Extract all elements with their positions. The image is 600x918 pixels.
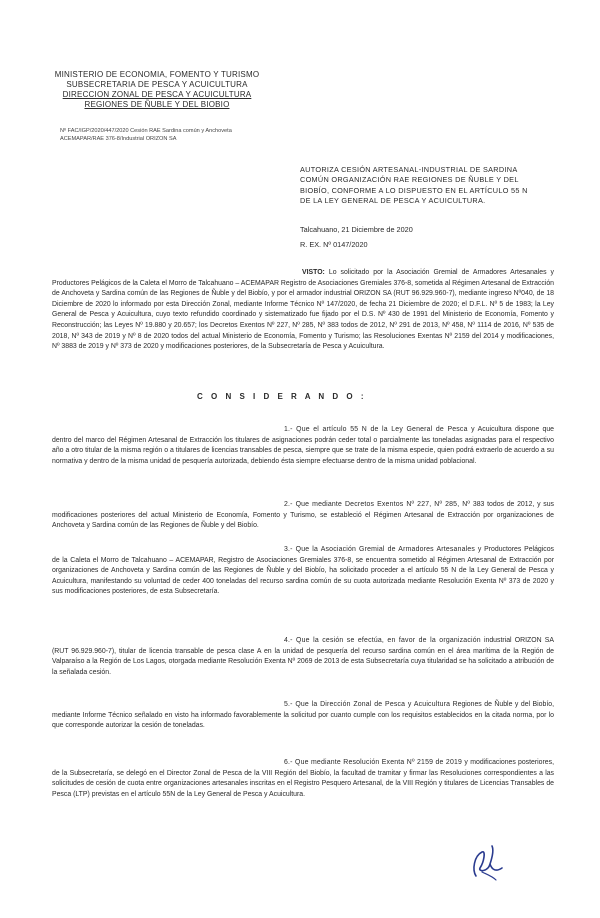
paragraph-5-text: Regiones de Ñuble y del Biobío, mediante Informe Técnico señalado en visto ha informado favorablemente la solicitud por cuanto cumple con los requisitos establecidos en la citada norma, por lo que corresponde autorizar la cesión de toneladas.	[52, 701, 555, 730]
considerando-paragraph-5	[52, 700, 554, 732]
regions-name: REGIONES DE ÑUBLE Y DEL BIOBIO	[84, 100, 230, 109]
place-date: Talcahuano, 21 Diciembre de 2020	[300, 225, 413, 234]
file-reference-line-1: Nº FAC/IGP/2020/447/2020 Cesión RAE Sardina común y Anchoveta	[60, 128, 232, 134]
file-reference	[60, 127, 300, 143]
considerando-paragraph-6	[52, 758, 554, 800]
subject-line-1: AUTORIZA CESIÓN ARTESANAL-INDUSTRIAL DE SARDINA	[300, 165, 518, 174]
paragraph-1-text: Acuicultura dispone que dentro del marco del Régimen Artesanal de Extracción los titulares de asignaciones podrán ceder total o parcialmente las toneladas asignadas para el respectivo año a otro titular de la misma región o a titulares de licencias transables de pesca, siempre que se trate de la misma especie, quien podrá extraerlo de acuerdo a su normativa y dentro de la misma unidad de pesquería autorizada, debiendo ésta siempre efectuarse dentro de la misma unidad poblacional.	[52, 426, 554, 465]
considerando-heading: C O N S I D E R A N D O :	[197, 392, 367, 401]
signature-initials	[462, 842, 508, 884]
considerando-paragraph-2	[52, 500, 554, 532]
paragraph-3-lead: 3.- Que la Asociación Gremial de Armadores Artesanales	[284, 546, 476, 553]
ministry-name: MINISTERIO DE ECONOMIA, FOMENTO Y TURISMO	[54, 70, 260, 79]
subject-block	[300, 165, 552, 207]
paragraph-6-text: modificaciones posteriores, de la Subsecretaría, se delegó en el Director Zonal de Pesca de la VIII Región del Biobío, la facultad de tramitar y firmar las Resoluciones correspondientes a las solicitudes de cesión de cuota entre organizaciones artesanales inscritas en el Registro Pesquero Artesanal, de la VIII Región y titulares de Licencias Transables de Pesca (LTP) previstas en el artículo 55N de la Ley General de Pesca y Acuicultura.	[52, 759, 554, 798]
resolution-number: R. EX. Nº 0147/2020	[300, 240, 368, 249]
paragraph-5-lead: 5.- Que la Dirección Zonal de Pesca y Acuicultura	[284, 701, 451, 708]
paragraph-2-lead: 2.- Que mediante Decretos Exentos Nº 227, Nº 285, Nº	[284, 501, 471, 508]
considerando-paragraph-3	[52, 545, 554, 598]
paragraph-4-lead: 4.- Que la cesión se efectúa, en favor de la organización	[284, 637, 481, 644]
visto-label: VISTO:	[302, 269, 325, 276]
subject-line-2: COMÚN ORGANIZACIÓN RAE REGIONES DE ÑUBLE Y DEL	[300, 175, 519, 185]
paragraph-4-text: industrial ORIZON SA (RUT 96.929.960-7), titular de licencia transable de pesca clase A en la unidad de pesquería del recurso sardina común en el área marítima de la Región de Valparaíso a la Región de Los Lagos, otorgada mediante Resolución Exenta Nº 2069 de 2013 de esta Subsecretaría cuya titularidad se ha solicitado a atribución de la señalada cesión.	[52, 637, 554, 676]
considerando-paragraph-4	[52, 636, 554, 678]
paragraph-3-text: y Productores Pelágicos de la Caleta el Morro de Talcahuano – ACEMAPAR, Registro de Asociaciones Gremiales 376-8, se encuentra sometido al Régimen Artesanal de Extracción por organizaciones de Anchoveta y Sardina común de las Regiones de Ñuble y del Biobío, ha solicitado proceder a el artículo 55 N de la Ley General de Pesca y Acuicultura, manifestando su voluntad de ceder 400 toneladas del recurso sardina común de su cuota autorizada mediante Resolución Exenta Nº 373 de 2020 y sus modificaciones posteriores, de esta Subsecretaría.	[52, 546, 554, 596]
paragraph-6-lead: 6.- Que mediante Resolución Exenta Nº 2159 de 2019 y	[284, 759, 469, 766]
paragraph-2-text: 383 todos de 2012, y sus modificaciones posteriores del actual Ministerio de Economía, Fomento y Turismo, se estableció el Régimen Artesanal de Extracción por organizaciones de Anchoveta y Sardina común de las Regiones de Ñuble y del Biobío.	[52, 501, 554, 530]
letterhead	[52, 70, 262, 110]
file-reference-line-2: ACEMAPAR/RAE 376-8/Industrial ORIZON SA	[60, 136, 177, 142]
considerando-paragraph-1	[52, 425, 554, 467]
visto-paragraph	[52, 268, 554, 353]
undersecretariat-name: SUBSECRETARIA DE PESCA Y ACUICULTURA	[66, 80, 248, 89]
directorate-name: DIRECCION ZONAL DE PESCA Y ACUICULTURA	[62, 90, 252, 99]
paragraph-1-lead: 1.- Que el artículo 55 N de la Ley General de Pesca y	[284, 426, 475, 433]
place-date-block	[300, 225, 550, 250]
subject-line-3: BIOBÍO, CONFORME A LO DISPUESTO EN EL ARTÍCULO 55 N	[300, 185, 528, 195]
visto-text: Lo solicitado por la Asociación Gremial de Armadores Artesanales y Productores Pelágicos de la Caleta el Morro de Talcahuano – ACEMAPAR Registro de Asociaciones Gremiales 376-8, sometida al Régimen Artesanal de Extracción de Anchoveta y Sardina común de las Regiones de Ñuble y del Biobío, y por el armador industrial ORIZON SA (RUT 96.929.960-7), mediante ingreso Nº040, de 18 Diciembre de 2020 lo informado por esta Dirección Zonal, mediante Informe Técnico Nº 147/2020, de fecha 21 Diciembre de 2020; el D.F.L. Nº 5 de 1983; la Ley General de Pesca y Acuicultura, cuyo texto refundido coordinado y sistematizado fue fijado por el D.S. Nº 430 de 1991 del Ministerio de Economía, Fomento y Reconstrucción; las Leyes Nº 19.880 y 20.657; los Decretos Exentos Nº 227, Nº 285, Nº 383 todos de 2012, Nº 291 de 2013, Nº 458, Nº 1114 de 2016, Nº 535 de 2018, Nº 343 de 2019 y Nº 8 de 2020 todos del actual Ministerio de Economía, Fomento y Turismo; las Resoluciones Exentas Nº 2159 del 2014 y modificaciones, Nº 3883 de 2019 y Nº 373 de 2020 y modificaciones posteriores, de la Subsecretaría de Pesca y Acuicultura.	[52, 269, 554, 351]
subject-line-4: DE LA LEY GENERAL DE PESCA Y ACUICULTURA.	[300, 196, 486, 206]
